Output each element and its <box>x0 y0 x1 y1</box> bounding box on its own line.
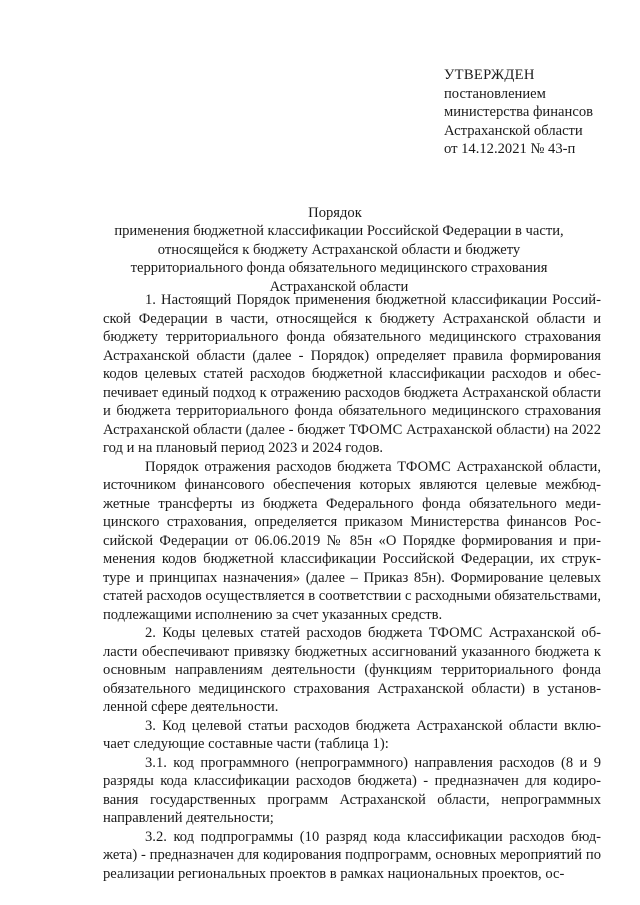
paragraph-6: 3.2. код подпрограммы (10 разряд кода классификации расходов бюджета) - предназначен для кодирования подпрограмм, основных мероприятий по реализации региональных проектов в рамках национальных проектов, ос- <box>103 828 601 882</box>
approval-line-resolution: постановлением <box>444 85 546 102</box>
approval-line-ministry: министерства финансов <box>444 104 594 120</box>
paragraph-5: 3.1. код программного (непрограммного) направления расходов (8 и 9 разряды кода классификации расходов бюджета) - предназначен для кодирования государственных программ Астраханской области, непрограммных направлений деятельности; <box>103 754 601 826</box>
approval-stamp <box>444 66 624 159</box>
approval-line-region: Астраханской области <box>444 122 583 139</box>
paragraph-2: Порядок отражения расходов бюджета ТФОМС Астраханской области, источником финансового обеспечения которых являются целевые межбюджетные трансферты из бюджета Федерального фонда обязательного медицинского страхования, определяется приказом Министерства финансов Российской Федерации от 06.06.2019 № 85н «О Порядке формирования и применения кодов бюджетной классификации Российской Федерации, их структуре и принципах назначения» (далее – Приказ 85н). Формирование целевых статей расходов осуществляется в соответствии с расходными обязательствами, подлежащими исполнению за счет указанных средств. <box>103 458 601 623</box>
paragraph-3: 2. Коды целевых статей расходов бюджета ТФОМС Астраханской области обеспечивают привязку бюджетных ассигнований указанного бюджета к основным направлениям деятельности (функциям территориального фонда обязательного медицинского страхования Астраханской области) в установленной сфере деятельности. <box>103 625 601 715</box>
paragraph-1: 1. Настоящий Порядок применения бюджетной классификации Российской Федерации в части, относящейся к бюджету Астраханской области и бюджету территориального фонда обязательного медицинского страхования Астраханской области (далее - Порядок) определяет правила формирования кодов целевых статей расходов бюджетной классификации расходов и обеспечивает единый подход к отражению расходов бюджета Астраханской области и бюджета территориального фонда обязательного медицинского страхования Астраханской области (далее - бюджет ТФОМС Астраханской области) на 2022 год и на плановый период 2023 и 2024 годов. <box>103 292 601 456</box>
paragraph-4: 3. Код целевой статьи расходов бюджета Астраханской области включает следующие составные части (таблица 1): <box>103 717 601 752</box>
approval-heading: УТВЕРЖДЕН <box>444 67 535 83</box>
document-title: Порядок <box>308 205 362 221</box>
document-subtitle: применения бюджетной классификации Российской Федерации в части, относящейся к бюджету Астраханской области и бюджету территориального фонда обязательного медицинского страхования Астраханской области <box>114 223 564 295</box>
document-body <box>103 291 601 883</box>
approval-line-date-number: от 14.12.2021 № 43-п <box>444 141 576 157</box>
